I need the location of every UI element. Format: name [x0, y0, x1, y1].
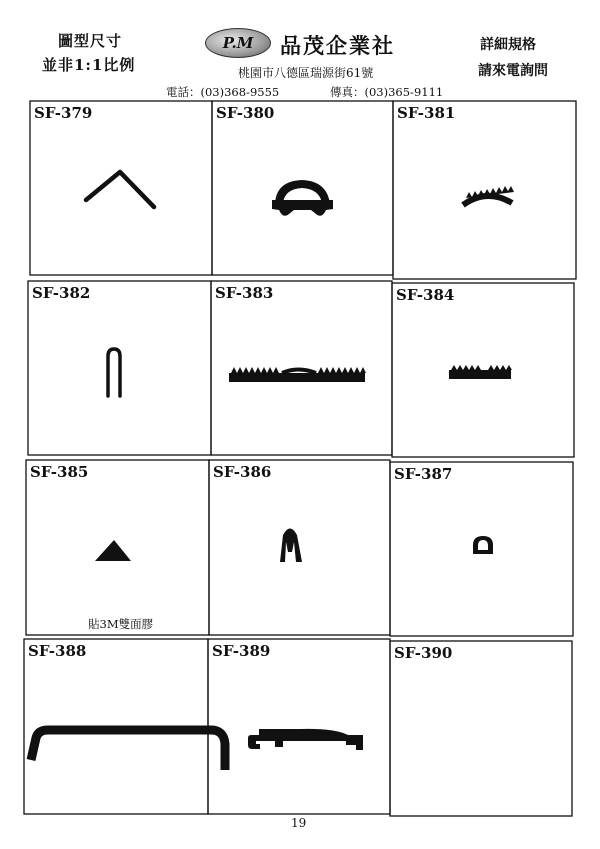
- code-sf-384: SF-384: [396, 286, 455, 304]
- code-sf-379: SF-379: [34, 104, 93, 122]
- company-fax: 傳真：(03)365-9111: [330, 85, 444, 99]
- company-name: 品茂企業社: [280, 33, 395, 58]
- profile-u-clip: [108, 349, 120, 396]
- code-sf-387: SF-387: [394, 465, 453, 483]
- code-sf-389: SF-389: [212, 642, 271, 660]
- cell-frame: [209, 460, 390, 635]
- code-sf-386: SF-386: [213, 463, 272, 481]
- spec-note-title: 詳細規格: [480, 37, 536, 53]
- scale-note-title: 圖型尺寸: [58, 32, 123, 50]
- profile-chevron: [86, 172, 154, 207]
- code-sf-380: SF-380: [216, 104, 275, 122]
- profile-serrated-arc: [463, 186, 514, 205]
- code-sf-385: SF-385: [30, 463, 89, 481]
- code-sf-390: SF-390: [394, 644, 453, 662]
- profile-long-channel: [31, 730, 225, 770]
- page-number: 19: [291, 816, 307, 830]
- cell-frame: [30, 101, 212, 275]
- company-address: 桃園市八德區瑞源街61號: [238, 66, 374, 80]
- cell-frame: [208, 639, 390, 814]
- company-logo: P.M: [205, 28, 271, 58]
- profile-short-serrated-strip: [449, 365, 512, 379]
- profile-split-block: [280, 529, 302, 563]
- company-phone: 電話：(03)368-9555: [166, 85, 280, 99]
- code-sf-383: SF-383: [215, 284, 274, 302]
- spec-note-call: 請來電詢問: [478, 63, 548, 79]
- cell-frame: [390, 641, 572, 816]
- profile-c-channel: [248, 729, 363, 750]
- profile-triangle: [95, 540, 131, 561]
- scale-note-ratio: 並非1:1比例: [42, 56, 136, 74]
- profile-dome: [272, 180, 333, 216]
- cell-frame: [393, 101, 576, 279]
- cell-frame: [390, 462, 573, 636]
- code-sf-381: SF-381: [397, 104, 456, 122]
- adhesive-note: 貼3M雙面膠: [88, 617, 154, 631]
- code-sf-382: SF-382: [32, 284, 91, 302]
- code-sf-388: SF-388: [28, 642, 87, 660]
- profile-d-shape: [473, 536, 493, 554]
- profile-long-serrated-strip: [229, 367, 366, 382]
